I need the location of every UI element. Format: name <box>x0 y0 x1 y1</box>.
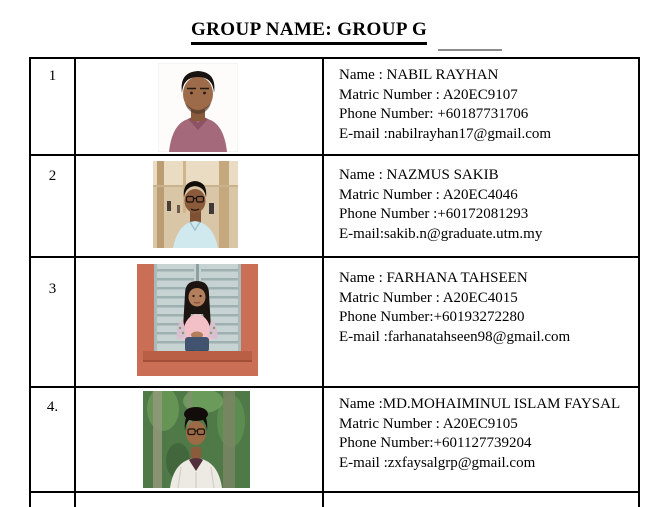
member-2-photo <box>153 161 238 248</box>
member-number: 2 <box>48 168 57 184</box>
member-photo-cell <box>76 59 324 156</box>
member-phone-line: Phone Number:+601127739204 <box>339 435 532 451</box>
member-matric-line: Matric Number : A20EC9107 <box>339 86 518 103</box>
member-email-line: E-mail:sakib.n@graduate.utm.my <box>339 225 543 242</box>
empty-photo-cell <box>76 493 324 507</box>
member-details-cell <box>324 258 638 388</box>
member-number-cell <box>31 59 76 156</box>
member-photo-cell <box>76 258 324 388</box>
member-number: 3 <box>48 281 57 297</box>
member-photo-cell <box>76 388 324 493</box>
member-email-line: E-mail :farhanatahseen98@gmail.com <box>339 328 571 345</box>
member-4-photo <box>143 391 250 488</box>
member-email-line: E-mail :zxfaysalgrp@gmail.com <box>339 454 536 471</box>
member-photo-cell <box>76 156 324 258</box>
member-email-line: E-mail :nabilrayhan17@gmail.com <box>339 125 552 142</box>
short-divider-line <box>438 49 502 51</box>
member-details-cell <box>324 388 638 493</box>
member-matric-line: Matric Number : A20EC4046 <box>339 186 518 203</box>
member-number: 1 <box>48 68 57 84</box>
member-phone-line: Phone Number: +60187731706 <box>339 106 529 122</box>
member-matric-line: Matric Number : A20EC4015 <box>339 289 518 306</box>
member-number-cell <box>31 258 76 388</box>
member-details-cell <box>324 59 638 156</box>
member-number-cell <box>31 388 76 493</box>
member-details-cell <box>324 156 638 258</box>
member-phone-line: Phone Number :+60172081293 <box>339 206 529 222</box>
page-title: GROUP NAME: GROUP G <box>191 19 427 45</box>
member-number-cell <box>31 156 76 258</box>
member-name-line: Name :MD.MOHAIMINUL ISLAM FAYSAL <box>339 396 621 412</box>
member-name-line: Name : FARHANA TAHSEEN <box>339 270 528 286</box>
empty-number-cell <box>31 493 76 507</box>
member-name-line: Name : NABIL RAYHAN <box>339 67 499 83</box>
member-number: 4. <box>46 399 59 415</box>
member-phone-line: Phone Number:+60193272280 <box>339 309 525 325</box>
members-table <box>29 57 640 507</box>
empty-details-cell <box>324 493 638 507</box>
member-name-line: Name : NAZMUS SAKIB <box>339 167 499 183</box>
member-matric-line: Matric Number : A20EC9105 <box>339 415 518 432</box>
member-1-photo <box>158 63 238 152</box>
member-3-photo <box>137 264 258 376</box>
